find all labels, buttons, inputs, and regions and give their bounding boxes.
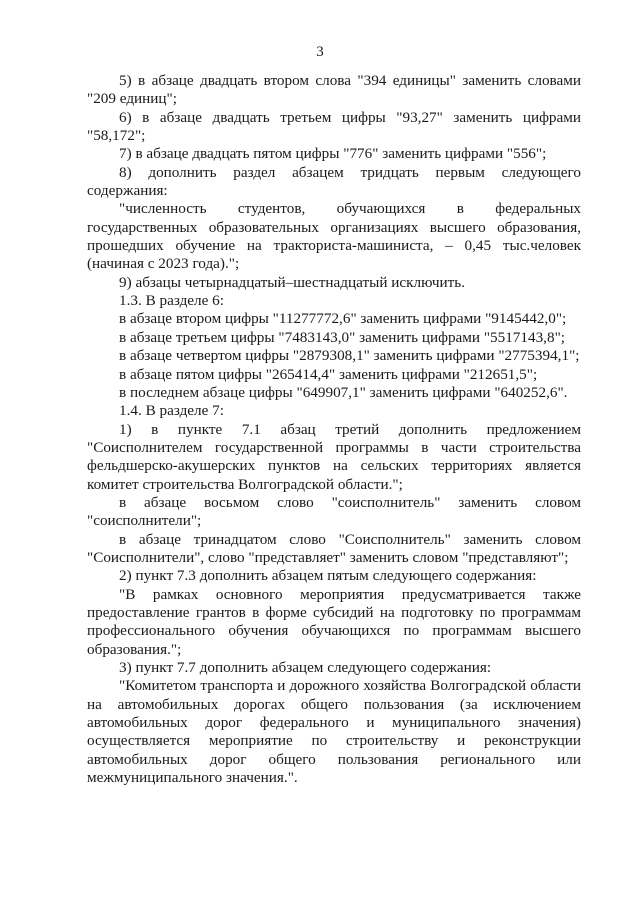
paragraph-20: "Комитетом транспорта и дорожного хозяйства Волгоградской области на автомобильных дорогах общего пользования (за исключением автомобильных дорог федерального и муниципального значения) осуществляется мероприятие по строительству и реконструкции автомобильных дорог общего пользования регионального или межмуниципального значения.". xyxy=(87,677,581,787)
paragraph-4: 8) дополнить раздел абзацем тридцать первым следующего содержания: xyxy=(87,163,581,200)
paragraph-14: 1) в пункте 7.1 абзац третий дополнить предложением "Соисполнителем государственной программы в части строительства фельдшерско-акушерских пунктов на сельских территориях является комитет строительства Волгоградской области."; xyxy=(87,420,581,493)
paragraph-16: в абзаце тринадцатом слово "Соисполнитель" заменить словом "Соисполнители", слово "представляет" заменить словом "представляют"; xyxy=(87,530,581,566)
page-number: 3 xyxy=(316,44,324,60)
paragraph-19: 3) пункт 7.7 дополнить абзацем следующего содержания: xyxy=(119,659,492,676)
paragraph-18: "В рамках основного мероприятия предусматривается также предоставление грантов в форме субсидий на подготовку по программам профессионального обучения обучающихся по программам высшего образования."; xyxy=(87,585,581,658)
paragraph-11: в абзаце пятом цифры "265414,4" заменить цифрами "212651,5"; xyxy=(119,365,538,383)
paragraph-10: в абзаце четвертом цифры "2879308,1" заменить цифрами "2775394,1"; xyxy=(119,347,580,365)
paragraph-1: 5) в абзаце двадцать втором слова "394 единицы" заменить словами "209 единиц"; xyxy=(87,72,581,108)
paragraph-2: 6) в абзаце двадцать третьем цифры "93,27" заменить цифрами "58,172"; xyxy=(87,108,581,145)
section-heading-1-3: 1.3. В разделе 6: xyxy=(119,292,224,310)
paragraph-15: в абзаце восьмом слово "соисполнитель" заменить словом "соисполнители"; xyxy=(87,493,581,530)
paragraph-12: в последнем абзаце цифры "649907,1" заменить цифрами "640252,6". xyxy=(119,383,568,401)
paragraph-17: 2) пункт 7.3 дополнить абзацем пятым следующего содержания: xyxy=(119,567,537,585)
document-body xyxy=(87,72,581,787)
paragraph-9: в абзаце третьем цифры "7483143,0" заменить цифрами "5517143,8"; xyxy=(119,328,565,346)
paragraph-6: 9) абзацы четырнадцатый–шестнадцатый исключить. xyxy=(119,273,465,291)
paragraph-5: "численность студентов, обучающихся в федеральных государственных образовательных организациях высшего образования, прошедших обучение на тракториста-машиниста, – 0,45 тыс.человек (начиная с 2023 года)."; xyxy=(87,200,581,273)
paragraph-8: в абзаце втором цифры "11277772,6" заменить цифрами "9145442,0"; xyxy=(119,310,567,328)
section-heading-1-4: 1.4. В разделе 7: xyxy=(119,402,224,420)
paragraph-3: 7) в абзаце двадцать пятом цифры "776" заменить цифрами "556"; xyxy=(119,145,547,163)
